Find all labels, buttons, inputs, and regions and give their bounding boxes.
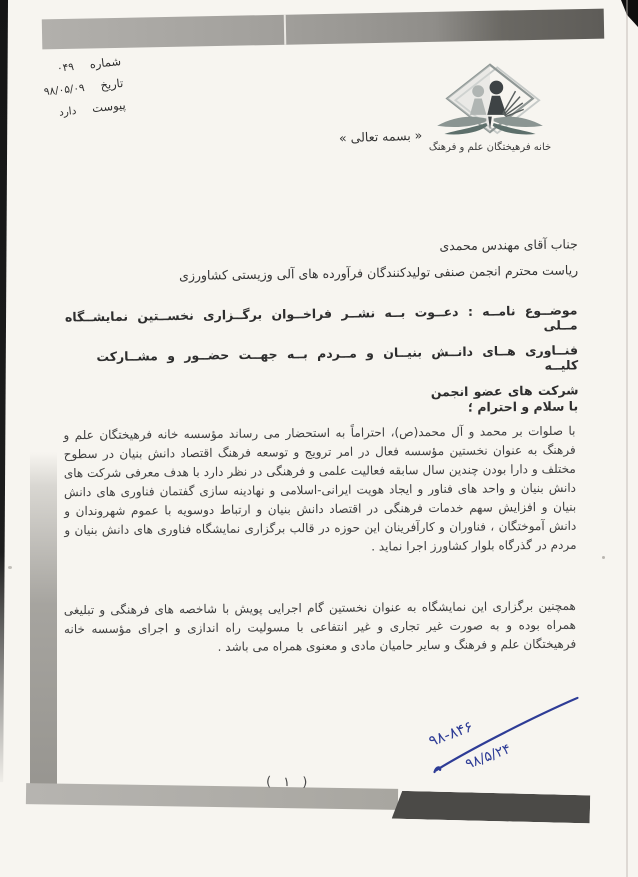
handwritten-registration-number: ۹۸-۸۴۶ bbox=[426, 717, 476, 751]
date-value: ۹۸/۰۵/۰۹ bbox=[43, 81, 86, 99]
scan-artifact-bottom-light-band bbox=[26, 783, 398, 810]
scan-artifact-left-edge bbox=[0, 0, 8, 790]
scan-artifact-top-band bbox=[42, 9, 604, 50]
organization-logo-caption: خانه فرهیختگان علم و فرهنگ bbox=[428, 142, 552, 153]
scan-artifact-top-right-corner bbox=[621, 0, 638, 27]
recipient-block bbox=[58, 236, 579, 284]
salutation-text: با سلام و احترام ؛ bbox=[467, 398, 579, 415]
date-label: تاریخ bbox=[99, 75, 124, 93]
scan-dust-speck bbox=[8, 566, 12, 569]
subject-line-3: شرکت های عضو انجمن bbox=[430, 382, 579, 400]
reference-row-number bbox=[41, 54, 122, 76]
body-paragraph-1: با صلوات بر محمد و آل محمد(ص)، احتراماً به استحضار می رساند مؤسسه خانه فرهیختگان علم و فرهنگ به عنوان نخستین مؤسسه فعال در امر ترویج و توسعه فرهنگ اقتصاد دانش بنیان در سطوح مختلف و دارا بودن چندین سال سابقه فعالیت علمی و فرهنگی در نظر دارد با هدف معرفی شرکت های دانش بنیان و واحد های فناور و ایجاد هویت ایرانی-اسلامی و نهادینه سازی گفتمان فناوری های دانش بنیان و افزایش سهم خدمات فرهنگی در اقتصاد دانش بنیان و ارتباط دوسویه با عموم شهروندان و دانش آموختگان ، فناوران و کارآفرینان این حوزه در قالب برگزاری نمایشگاه فناوری های دانش بنیان و مردم در گذرگاه بلوار کشاورز اجرا نماید . bbox=[63, 423, 577, 554]
scan-artifact-left-shadow-band bbox=[30, 452, 57, 792]
bismillah-text: « بسمه تعالی » bbox=[338, 127, 423, 146]
scan-dust-speck bbox=[602, 556, 605, 559]
subject-block bbox=[58, 302, 578, 404]
organization-logo-icon bbox=[426, 62, 554, 144]
number-label: شماره bbox=[88, 54, 122, 72]
organization-logo bbox=[424, 62, 556, 153]
number-value: ۰۴۹ bbox=[56, 60, 75, 75]
scan-artifact-right-edge-line bbox=[626, 0, 628, 877]
reference-row-date bbox=[43, 76, 124, 98]
attachment-value: دارد bbox=[58, 104, 77, 119]
recipient-name: جناب آقای مهندس محمدی bbox=[439, 236, 578, 254]
body-paragraph-2: همچنین برگزاری این نمایشگاه به عنوان نخستین گام اجرایی پویش با شاخصه های فرهنگی و تبلیغی همراه بوده و به صورت غیر تجاری و غیر انتفاعی با مسولیت راه اندازی و اجرای مؤسسه خانه فرهیختگان علم و فرهنگ و سایر حامیان مادی و معنوی همراه می باشد . bbox=[63, 598, 577, 654]
letterhead-reference-fields bbox=[41, 54, 127, 128]
attachment-label: پیوست bbox=[91, 97, 127, 116]
recipient-title: ریاست محترم انجمن صنفی تولیدکنندگان فرآورده های آلی وزیستی کشاورزی bbox=[178, 262, 579, 283]
subject-line-2: فنــاوری هــای دانــش بنیــان و مــردم بــه جهــت حضــور و مشــارکت کلیــه bbox=[96, 342, 579, 373]
page-number-marker: ( ۱ ) bbox=[265, 774, 308, 791]
handwritten-annotation bbox=[420, 667, 611, 812]
reference-row-attachment bbox=[45, 98, 126, 120]
handwritten-date: ۹۸/۵/۲۴ bbox=[463, 740, 513, 773]
subject-line-1: موضــوع نامــه : دعــوت بــه نشــر فراخــوان برگــزاری نخســتین نمایشــگاه مــلی bbox=[64, 302, 578, 333]
